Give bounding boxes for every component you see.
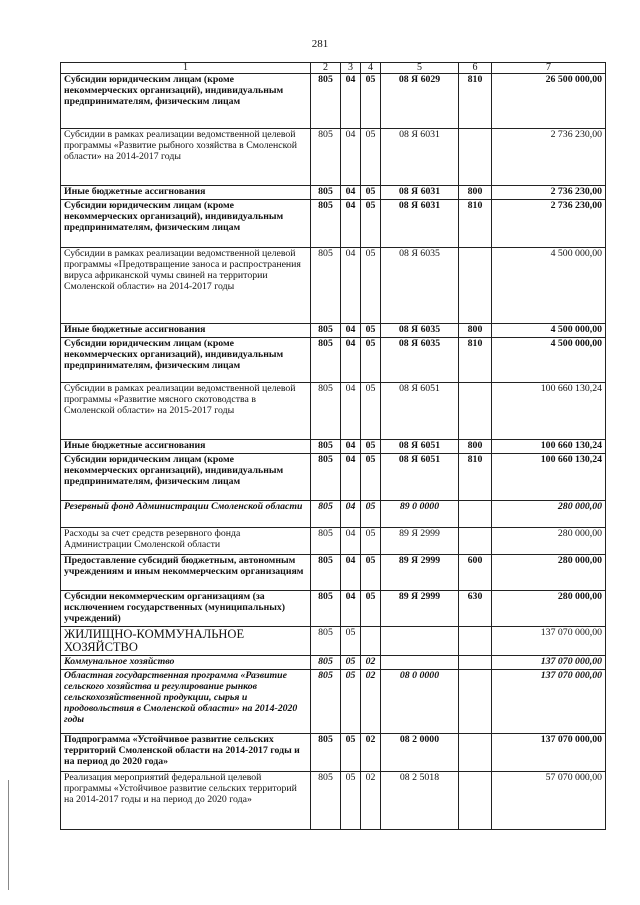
row-sum-cell: 280 000,00 [492,500,606,527]
row-csr-cell: 08 Я 6031 [381,186,459,200]
row-ved-cell: 805 [311,500,341,527]
row-rz-cell: 04 [341,74,361,129]
row-rz-cell: 04 [341,554,361,590]
row-name-cell: Расходы за счет средств резервного фонда Администрации Смоленской области [61,527,311,554]
table-row [61,337,606,382]
row-sum-cell: 2 736 230,00 [492,129,606,186]
table-row [61,247,606,323]
table-row [61,74,606,129]
row-sum-cell: 57 070 000,00 [492,772,606,830]
row-vr-cell: 630 [459,590,492,626]
row-ved-cell: 805 [311,382,341,439]
row-csr-cell: 08 Я 6035 [381,323,459,337]
row-csr-cell: 08 2 0000 [381,734,459,772]
row-csr-cell: 08 Я 6029 [381,74,459,129]
row-csr-cell: 89 0 0000 [381,500,459,527]
row-pr-cell: 05 [361,439,381,453]
row-pr-cell: 05 [361,527,381,554]
table-row [61,323,606,337]
row-csr-cell: 08 Я 6035 [381,247,459,323]
row-name-cell: Коммунальное хозяйство [61,656,311,670]
row-sum-cell: 137 070 000,00 [492,656,606,670]
page-number: 281 [311,38,329,50]
row-rz-cell: 04 [341,453,361,500]
table-row [61,439,606,453]
row-vr-cell: 800 [459,439,492,453]
row-sum-cell: 137 070 000,00 [492,670,606,734]
row-vr-cell: 800 [459,186,492,200]
row-csr-cell [381,626,459,655]
header-row [61,63,606,74]
row-sum-cell: 4 500 000,00 [492,247,606,323]
row-name-cell: Иные бюджетные ассигнования [61,439,311,453]
row-vr-cell: 810 [459,453,492,500]
row-sum-cell: 2 736 230,00 [492,199,606,247]
row-vr-cell [459,500,492,527]
row-ved-cell: 805 [311,772,341,830]
row-rz-cell: 04 [341,186,361,200]
row-pr-cell: 05 [361,247,381,323]
row-pr-cell: 05 [361,590,381,626]
row-vr-cell: 810 [459,337,492,382]
row-pr-cell: 05 [361,323,381,337]
table-row [61,500,606,527]
row-sum-cell: 4 500 000,00 [492,337,606,382]
row-rz-cell: 05 [341,772,361,830]
row-csr-cell: 08 0 0000 [381,670,459,734]
row-rz-cell: 04 [341,382,361,439]
row-ved-cell: 805 [311,590,341,626]
row-name-cell: Областная государственная программа «Развитие сельского хозяйства и регулирование рынков сельскохозяйственной продукции, сырья и продовольствия в Смоленской области» на 2014-2020 годы [61,670,311,734]
row-pr-cell: 02 [361,772,381,830]
table-row [61,527,606,554]
row-csr-cell: 08 Я 6051 [381,439,459,453]
row-rz-cell: 05 [341,626,361,655]
table-row [61,734,606,772]
row-pr-cell: 02 [361,656,381,670]
row-rz-cell: 04 [341,323,361,337]
row-vr-cell [459,734,492,772]
row-vr-cell [459,527,492,554]
header-cell: 6 [459,63,492,74]
row-vr-cell: 800 [459,323,492,337]
row-sum-cell: 137 070 000,00 [492,734,606,772]
header-cell: 4 [361,63,381,74]
row-ved-cell: 805 [311,656,341,670]
row-rz-cell: 04 [341,527,361,554]
row-ved-cell: 805 [311,186,341,200]
row-pr-cell: 05 [361,74,381,129]
row-rz-cell: 04 [341,129,361,186]
row-vr-cell [459,670,492,734]
row-name-cell: Предоставление субсидий бюджетным, автономным учреждениям и иным некоммерческим организациям [61,554,311,590]
row-ved-cell: 805 [311,554,341,590]
row-ved-cell: 805 [311,626,341,655]
row-pr-cell: 05 [361,337,381,382]
row-sum-cell: 280 000,00 [492,590,606,626]
row-pr-cell: 05 [361,500,381,527]
row-rz-cell: 05 [341,656,361,670]
row-ved-cell: 805 [311,129,341,186]
row-name-cell: Реализация мероприятий федеральной целевой программы «Устойчивое развитие сельских территорий на 2014-2017 годы и на период до 2020 года» [61,772,311,830]
row-vr-cell [459,626,492,655]
row-ved-cell: 805 [311,247,341,323]
row-sum-cell: 100 660 130,24 [492,439,606,453]
row-ved-cell: 805 [311,527,341,554]
row-name-cell: Иные бюджетные ассигнования [61,186,311,200]
row-sum-cell: 280 000,00 [492,554,606,590]
row-ved-cell: 805 [311,74,341,129]
row-rz-cell: 05 [341,734,361,772]
row-name-cell: Субсидии некоммерческим организациям (за исключением государственных (муниципальных) учреждений) [61,590,311,626]
table-row [61,199,606,247]
header-cell: 5 [381,63,459,74]
row-ved-cell: 805 [311,439,341,453]
row-name-cell: Резервный фонд Администрации Смоленской области [61,500,311,527]
row-pr-cell: 05 [361,453,381,500]
row-sum-cell: 2 736 230,00 [492,186,606,200]
row-name-cell: Субсидии юридическим лицам (кроме некоммерческих организаций), индивидуальным предпринимателям, физическим лицам [61,337,311,382]
row-rz-cell: 04 [341,337,361,382]
row-csr-cell: 08 Я 6035 [381,337,459,382]
row-name-cell: Субсидии в рамках реализации ведомственной целевой программы «Развитие рыбного хозяйства в Смоленской области» на 2014-2017 годы [61,129,311,186]
row-pr-cell [361,626,381,655]
row-csr-cell: 89 Я 2999 [381,554,459,590]
row-name-cell: Иные бюджетные ассигнования [61,323,311,337]
row-pr-cell: 02 [361,670,381,734]
row-vr-cell: 600 [459,554,492,590]
header-cell: 3 [341,63,361,74]
row-sum-cell: 100 660 130,24 [492,382,606,439]
header-cell: 1 [61,63,311,74]
table-row [61,186,606,200]
row-rz-cell: 04 [341,439,361,453]
row-vr-cell [459,382,492,439]
row-sum-cell: 280 000,00 [492,527,606,554]
row-ved-cell: 805 [311,453,341,500]
row-pr-cell: 05 [361,199,381,247]
row-ved-cell: 805 [311,199,341,247]
row-csr-cell: 08 Я 6051 [381,382,459,439]
table-row [61,772,606,830]
row-sum-cell: 137 070 000,00 [492,626,606,655]
row-pr-cell: 05 [361,554,381,590]
row-name-cell: Субсидии в рамках реализации ведомственной целевой программы «Предотвращение заноса и распространения вируса африканской чумы свиней на территории Смоленской области» на 2014-2017 годы [61,247,311,323]
row-rz-cell: 04 [341,590,361,626]
row-csr-cell: 08 Я 6031 [381,129,459,186]
row-rz-cell: 04 [341,199,361,247]
row-csr-cell: 08 Я 6051 [381,453,459,500]
row-ved-cell: 805 [311,323,341,337]
table-row [61,453,606,500]
row-rz-cell: 05 [341,670,361,734]
row-name-cell: ЖИЛИЩНО-КОММУНАЛЬНОЕ ХОЗЯЙСТВО [61,626,311,655]
row-vr-cell [459,247,492,323]
row-vr-cell [459,656,492,670]
row-pr-cell: 05 [361,382,381,439]
row-name-cell: Субсидии юридическим лицам (кроме некоммерческих организаций), индивидуальным предпринимателям, физическим лицам [61,199,311,247]
header-cell: 7 [492,63,606,74]
row-pr-cell: 05 [361,186,381,200]
table-row [61,590,606,626]
table-row [61,554,606,590]
row-rz-cell: 04 [341,247,361,323]
table-row [61,626,606,655]
row-sum-cell: 4 500 000,00 [492,323,606,337]
row-csr-cell: 89 Я 2999 [381,527,459,554]
row-vr-cell: 810 [459,74,492,129]
row-name-cell: Субсидии юридическим лицам (кроме некоммерческих организаций), индивидуальным предпринимателям, физическим лицам [61,453,311,500]
row-vr-cell [459,772,492,830]
row-vr-cell: 810 [459,199,492,247]
row-vr-cell [459,129,492,186]
row-sum-cell: 26 500 000,00 [492,74,606,129]
row-csr-cell [381,656,459,670]
row-pr-cell: 05 [361,129,381,186]
table-row [61,670,606,734]
table-row [61,382,606,439]
row-sum-cell: 100 660 130,24 [492,453,606,500]
budget-table [60,62,606,830]
row-ved-cell: 805 [311,670,341,734]
row-rz-cell: 04 [341,500,361,527]
row-csr-cell: 08 Я 6031 [381,199,459,247]
row-ved-cell: 805 [311,734,341,772]
row-ved-cell: 805 [311,337,341,382]
table-row [61,129,606,186]
row-name-cell: Субсидии юридическим лицам (кроме некоммерческих организаций), индивидуальным предпринимателям, физическим лицам [61,74,311,129]
row-name-cell: Подпрограмма «Устойчивое развитие сельских территорий Смоленской области на 2014-2017 годы и на период до 2020 года» [61,734,311,772]
margin-line [8,780,9,890]
row-name-cell: Субсидии в рамках реализации ведомственной целевой программы «Развитие мясного скотоводства в Смоленской области» на 2015-2017 годы [61,382,311,439]
row-csr-cell: 89 Я 2999 [381,590,459,626]
header-cell: 2 [311,63,341,74]
table-row [61,656,606,670]
row-csr-cell: 08 2 5018 [381,772,459,830]
row-pr-cell: 02 [361,734,381,772]
